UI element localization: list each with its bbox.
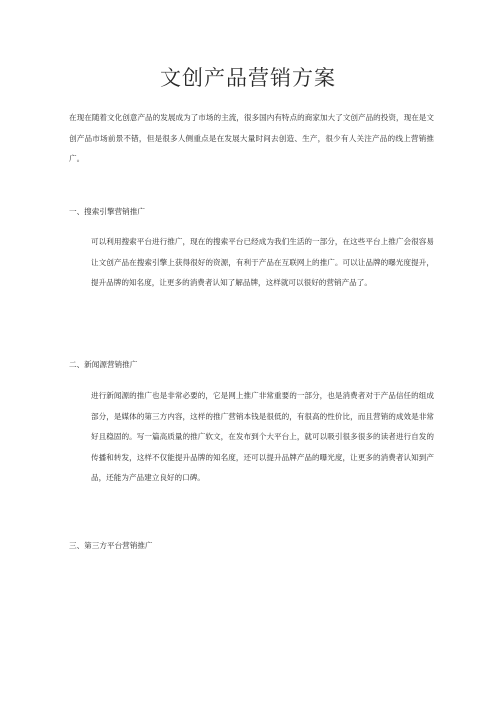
section-heading-search-engine: 一、搜索引擎营销推广 [69,207,145,216]
section-body-news-source: 进行新闻源的推广也是非常必要的，它是网上推广非常重要的一部分，也是消费者对于产品信任的组成部分，是媒体的第三方内容，这样的推广营销本钱是很低的，有很高的性价比，而且营销的成效是非常好且稳固的。写一篇高质量的推广软文，在发布到个大平台上，就可以吸引很多很多的读者进行自发的传播和转发，这样不仅能提升品牌的知名度，还可以提升品牌产品的曝光度，让更多的消费者认知到产品，还能为产品建立良好的口碑。 [91,391,434,482]
section-body-search-engine: 可以利用搜索平台进行推广，现在的搜索平台已经成为我们生活的一部分，在这些平台上推广会很容易让文创产品在搜索引擎上获得很好的资源，有利于产品在互联网上的推广。可以让品牌的曝光度提升，提升品牌的知名度，让更多的消费者认知了解品牌，这样就可以很好的营销产品了。 [91,237,434,287]
intro-paragraph: 在现在随着文化创意产品的发展成为了市场的主流，很多国内有特点的商家加大了文创产品的投资，现在是文创产品市场前景不错，但是很多人侧重点是在发展大量时间去创造、生产，很少有人关注产品的线上营销推广。 [69,113,434,163]
document-title: 文创产品营销方案 [160,66,336,90]
section-heading-third-party: 三、第三方平台营销推广 [69,541,153,550]
section-heading-news-source: 二、新闻源营销推广 [69,360,138,369]
